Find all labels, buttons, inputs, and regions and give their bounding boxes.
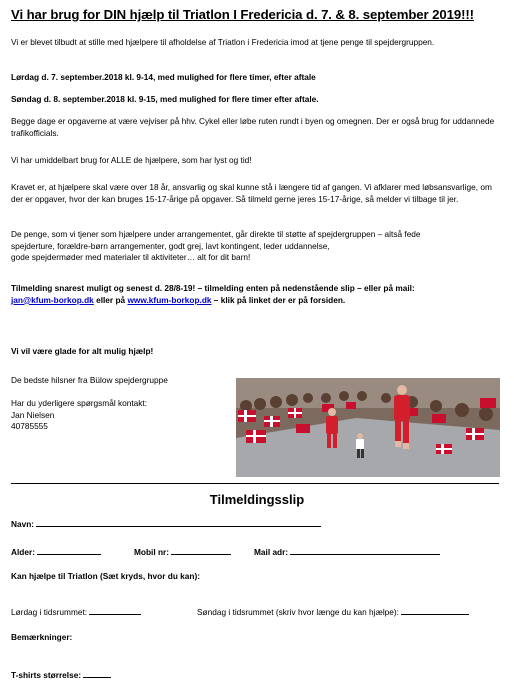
money-line-3: gode spejdermøder med materialer til aktiviteter… alt for dit barn! xyxy=(11,252,251,263)
triathlon-photo xyxy=(236,378,500,477)
help-label: Kan hjælpe til Triatlon (Sæt kryds, hvor du kan): xyxy=(11,571,201,581)
saturday-label: Lørdag i tidsrummet: xyxy=(11,607,88,617)
mobile-field-row xyxy=(134,545,231,557)
requirements-paragraph: Kravet er, at hjælpere skal være over 18 år, ansvarlig og skal kunne stå i længere tid af gangen. Vi afklarer med løbsansvarlige, om der er opgaver, hvor der kan bruges 15-17-årige på opgaver. Så tilmeld gerne jeres 15-17-årige, så melder vi tilbage til jer. xyxy=(11,182,492,204)
triathlon-photo-art xyxy=(236,378,500,477)
need-all-paragraph: Vi har umiddelbart brug for ALLE de hjælpere, som har lyst og tid! xyxy=(11,155,252,165)
saturday-input-line[interactable] xyxy=(89,605,141,615)
page-heading: Vi har brug for DIN hjælp til Triatlon I Fredericia d. 7. & 8. september 2019!!! xyxy=(11,7,474,22)
name-label: Navn: xyxy=(11,519,35,529)
tshirt-input-line[interactable] xyxy=(83,668,111,678)
separator-line xyxy=(11,483,499,484)
name-input-line[interactable] xyxy=(36,517,321,527)
money-line-2: spejderture, forældre-børn arrangementer, godt grej, lavt kontingent, leder uddannelse, xyxy=(11,240,330,251)
name-field-row xyxy=(11,517,321,529)
mobile-input-line[interactable] xyxy=(171,545,231,555)
mail-input-line[interactable] xyxy=(290,545,440,555)
money-line-1: De penge, som vi tjener som hjælpere under arrangementet, går direkte til støtte af spejdergruppen – altså fede xyxy=(11,229,421,239)
tshirt-field-row xyxy=(11,668,111,680)
age-input-line[interactable] xyxy=(37,545,101,555)
slip-title: Tilmeldingsslip xyxy=(209,492,305,507)
email-link[interactable]: jan@kfum-borkop.dk xyxy=(11,294,94,305)
questions-text: Har du yderligere spørgsmål kontakt: xyxy=(11,398,148,408)
tshirt-label: T-shirts størrelse: xyxy=(11,670,82,680)
saturday-field-row xyxy=(11,605,141,617)
mobile-label: Mobil nr: xyxy=(134,547,170,557)
saturday-schedule: Lørdag d. 7. september.2018 kl. 9-14, med mulighed for flere timer, efter aftale xyxy=(11,72,316,82)
signup-links xyxy=(11,295,501,307)
website-link[interactable]: www.kfum-borkop.dk xyxy=(127,294,212,305)
sunday-field-row xyxy=(197,605,469,617)
remarks-label: Bemærkninger: xyxy=(11,632,73,642)
sunday-label: Søndag i tidsrummet (skriv hvor længe du kan hjælpe): xyxy=(197,607,399,617)
signup-text: Tilmelding snarest muligt og senest d. 28/8-19! – tilmelding enten på nedenstående slip – eller på mail: xyxy=(11,283,415,293)
signup-tail-text: – klik på linket der er på forsiden. xyxy=(211,294,346,305)
glad-text: Vi vil være glade for alt mulig hjælp! xyxy=(11,346,154,356)
mail-field-row xyxy=(254,545,440,557)
intro-paragraph: Vi er blevet tilbudt at stille med hjælpere til afholdelse af Triatlon i Fredericia imod at tjene penge til spejdergruppen. xyxy=(11,37,435,47)
sunday-input-line[interactable] xyxy=(401,605,469,615)
tasks-paragraph: Begge dage er opgaverne at være vejviser på hhv. Cykel eller løbe ruten rundt i byen og omegnen. Der er også brug for uddannede trafikofficials. xyxy=(11,116,495,138)
signup-paragraph xyxy=(11,283,501,306)
regards-text: De bedste hilsner fra Bülow spejdergruppe xyxy=(11,375,168,385)
or-on-text: eller på xyxy=(93,294,128,305)
contact-phone: 40785555 xyxy=(11,421,48,432)
age-label: Alder: xyxy=(11,547,35,557)
mail-label: Mail adr: xyxy=(254,547,289,557)
age-field-row xyxy=(11,545,101,557)
contact-name: Jan Nielsen xyxy=(11,409,55,420)
money-paragraph xyxy=(11,229,501,264)
sunday-schedule: Søndag d. 8. september.2018 kl. 9-15, med mulighed for flere timer efter aftale. xyxy=(11,94,319,104)
contact-block xyxy=(11,398,231,433)
